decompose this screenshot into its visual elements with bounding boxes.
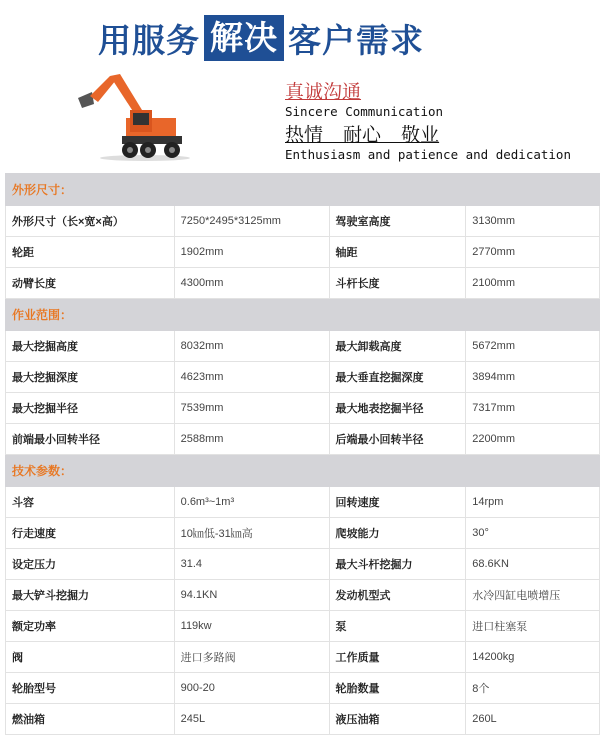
spec-value: 30°: [466, 518, 600, 549]
spec-label: 驾驶室高度: [329, 206, 466, 237]
section-title: 外形尺寸：: [6, 174, 600, 206]
spec-label: 最大挖掘高度: [6, 331, 175, 362]
slogan-cn-1: 真诚沟通: [285, 81, 362, 103]
section-title: 作业范围：: [6, 299, 600, 331]
spec-label: 额定功率: [6, 611, 175, 642]
spec-value: 进口柱塞泵: [466, 611, 600, 642]
spec-label: 斗容: [6, 487, 175, 518]
table-row: [6, 673, 600, 704]
table-row: [6, 331, 600, 362]
headline: [98, 15, 424, 61]
promo-banner: [0, 0, 600, 170]
spec-value: 5672mm: [466, 331, 600, 362]
spec-table: [5, 173, 600, 735]
spec-value: 14200kg: [466, 642, 600, 673]
table-row: [6, 487, 600, 518]
table-row: [6, 268, 600, 299]
spec-label: 最大挖掘半径: [6, 393, 175, 424]
spec-label: 外形尺寸（长×宽×高）: [6, 206, 175, 237]
spec-value: 8个: [466, 673, 600, 704]
spec-label: 最大铲斗挖掘力: [6, 580, 175, 611]
table-row: [6, 237, 600, 268]
section-header: [6, 455, 600, 487]
headline-highlight: 解决: [204, 15, 284, 61]
table-row: [6, 518, 600, 549]
table-row: [6, 549, 600, 580]
spec-label: 工作质量: [329, 642, 466, 673]
spec-value: 2200mm: [466, 424, 600, 455]
spec-label: 爬坡能力: [329, 518, 466, 549]
spec-label: 斗杆长度: [329, 268, 466, 299]
spec-value: 7317mm: [466, 393, 600, 424]
table-row: [6, 704, 600, 735]
spec-label: 轮距: [6, 237, 175, 268]
spec-value: 119kw: [174, 611, 329, 642]
spec-value: 68.6KN: [466, 549, 600, 580]
spec-value: 10㎞低-31㎞高: [174, 518, 329, 549]
table-row: [6, 424, 600, 455]
spec-label: 液压油箱: [329, 704, 466, 735]
spec-value: 31.4: [174, 549, 329, 580]
spec-value: 2588mm: [174, 424, 329, 455]
spec-label: 发动机型式: [329, 580, 466, 611]
spec-label: 轮胎数量: [329, 673, 466, 704]
spec-value: 水冷四缸电喷增压: [466, 580, 600, 611]
table-row: [6, 206, 600, 237]
spec-label: 行走速度: [6, 518, 175, 549]
slogan-block: [285, 80, 571, 163]
table-row: [6, 393, 600, 424]
spec-value: 7250*2495*3125mm: [174, 206, 329, 237]
headline-pre: 用服务: [98, 20, 200, 60]
table-row: [6, 611, 600, 642]
spec-label: 最大卸载高度: [329, 331, 466, 362]
spec-label: 最大挖掘深度: [6, 362, 175, 393]
excavator-image: [70, 70, 190, 162]
spec-value: 7539mm: [174, 393, 329, 424]
slogan-en-2: Enthusiasm and patience and dedication: [285, 147, 571, 162]
spec-label: 后端最小回转半径: [329, 424, 466, 455]
section-header: [6, 299, 600, 331]
spec-value: 94.1KN: [174, 580, 329, 611]
table-row: [6, 362, 600, 393]
spec-value: 245L: [174, 704, 329, 735]
slogan-cn-2: 热情 耐心 敬业: [285, 124, 440, 146]
table-row: [6, 580, 600, 611]
section-title: 技术参数：: [6, 455, 600, 487]
spec-label: 回转速度: [329, 487, 466, 518]
spec-label: 动臂长度: [6, 268, 175, 299]
spec-value: 2100mm: [466, 268, 600, 299]
table-row: [6, 642, 600, 673]
spec-label: 轴距: [329, 237, 466, 268]
spec-label: 燃油箱: [6, 704, 175, 735]
spec-value: 3130mm: [466, 206, 600, 237]
spec-label: 轮胎型号: [6, 673, 175, 704]
spec-value: 260L: [466, 704, 600, 735]
spec-value: 0.6m³~1m³: [174, 487, 329, 518]
spec-label: 阀: [6, 642, 175, 673]
headline-post: 客户需求: [288, 20, 424, 60]
spec-value: 2770mm: [466, 237, 600, 268]
spec-value: 8032mm: [174, 331, 329, 362]
spec-value: 1902mm: [174, 237, 329, 268]
spec-label: 设定压力: [6, 549, 175, 580]
slogan-en-1: Sincere Communication: [285, 104, 444, 119]
spec-label: 最大斗杆挖掘力: [329, 549, 466, 580]
spec-label: 最大地表挖掘半径: [329, 393, 466, 424]
spec-label: 最大垂直挖掘深度: [329, 362, 466, 393]
spec-label: 前端最小回转半径: [6, 424, 175, 455]
spec-value: 4623mm: [174, 362, 329, 393]
spec-value: 进口多路阀: [174, 642, 329, 673]
spec-value: 900-20: [174, 673, 329, 704]
spec-value: 4300mm: [174, 268, 329, 299]
spec-value: 3894mm: [466, 362, 600, 393]
spec-value: 14rpm: [466, 487, 600, 518]
section-header: [6, 174, 600, 206]
spec-label: 泵: [329, 611, 466, 642]
